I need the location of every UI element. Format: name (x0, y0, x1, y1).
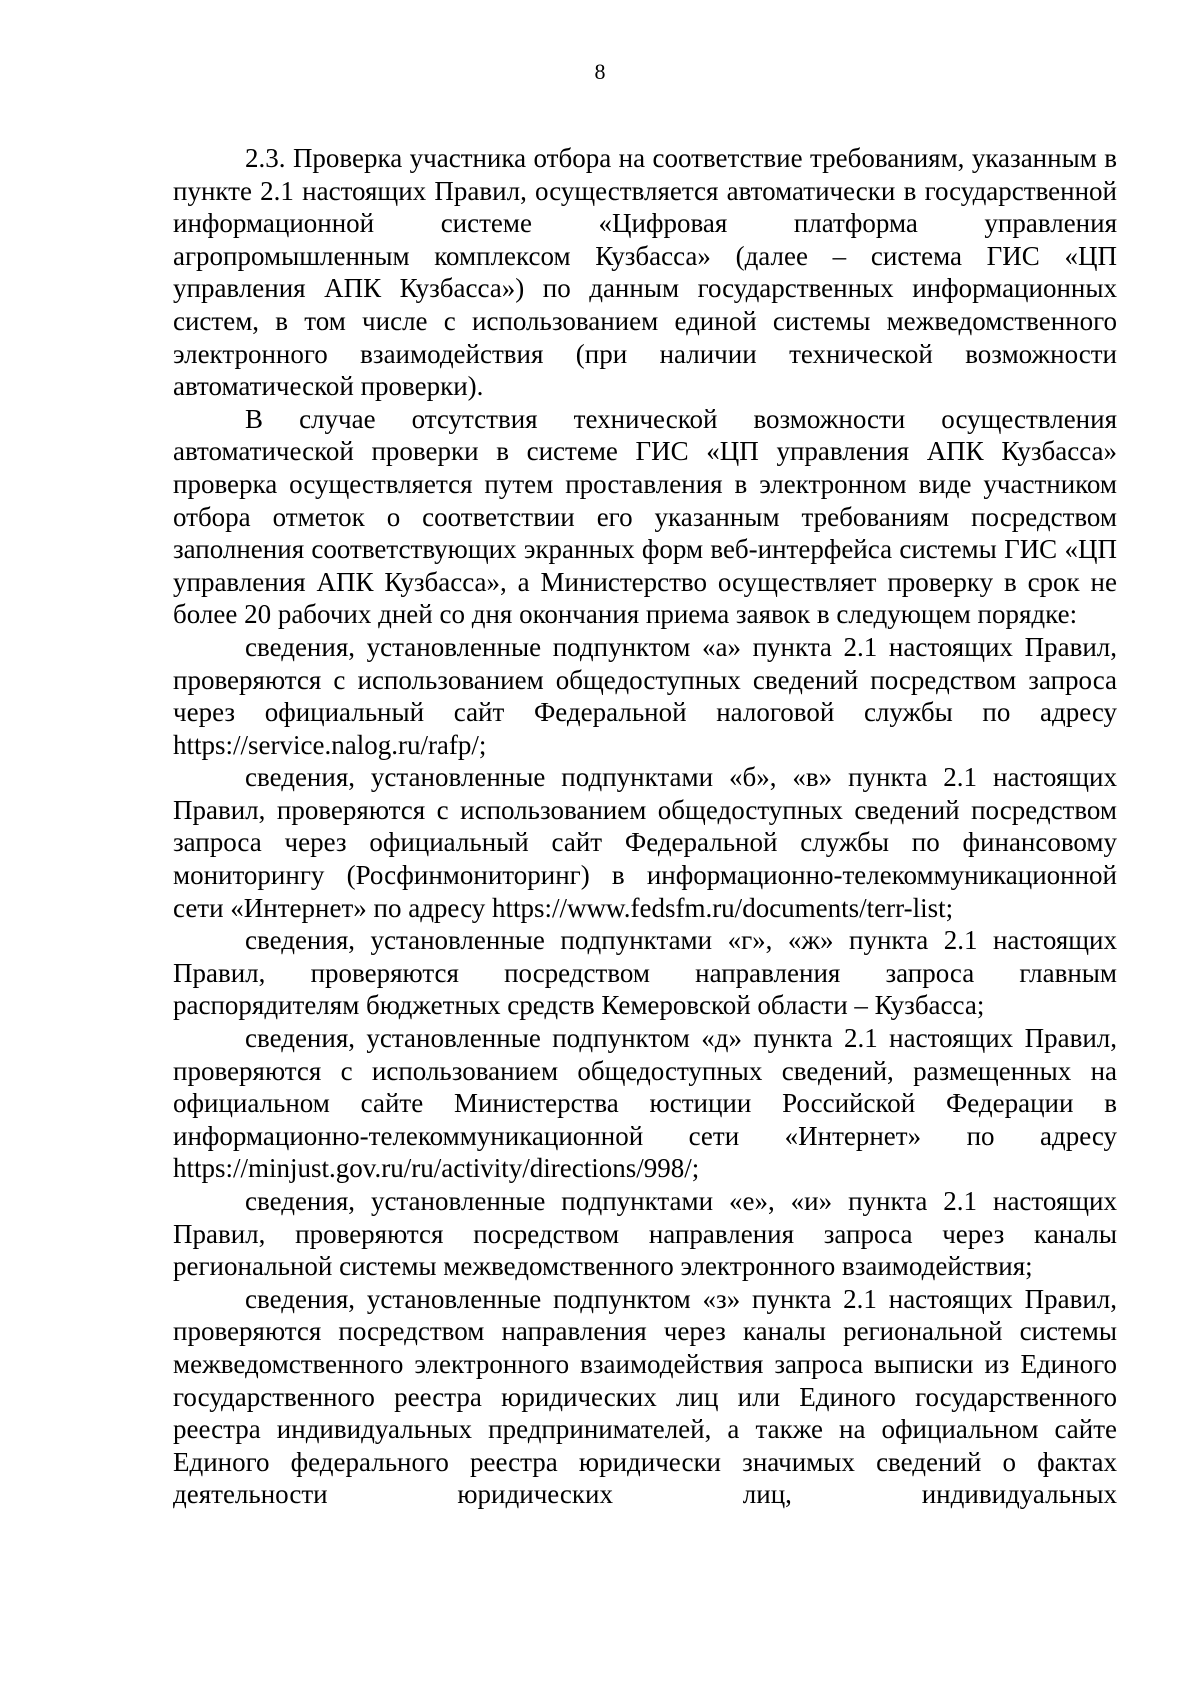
paragraph-item-e-i: сведения, установленные подпунктами «е», «и» пункта 2.1 настоящих Правил, проверяются посредством направления запроса через каналы региональной системы межведомственного электронного взаимодействия; (173, 1186, 1117, 1282)
paragraph-item-d: сведения, установленные подпунктом «д» пункта 2.1 настоящих Правил, проверяются с использованием общедоступных сведений, размещенных на официальном сайте Министерства юстиции Российской Федерации в информационно-телекоммуникационной сети «Интернет» по адресу https://minjust.gov.ru/ru/activity/directions/998/; (173, 1023, 1117, 1184)
paragraph-manual-check: В случае отсутствия технической возможности осуществления автоматической проверки в системе ГИС «ЦП управления АПК Кузбасса» проверка осуществляется путем проставления в электронном виде участником отбора отметок о соответствии его указанным требованиям посредством заполнения соответствующих экранных форм веб-интерфейса системы ГИС «ЦП управления АПК Кузбасса», а Министерство осуществляет проверку в срок не более 20 рабочих дней со дня окончания приема заявок в следующем порядке: (173, 403, 1117, 630)
paragraph-item-g-zh: сведения, установленные подпунктами «г», «ж» пункта 2.1 настоящих Правил, проверяются посредством направления запроса главным распорядителям бюджетных средств Кемеровской области – Кузбасса; (173, 925, 1117, 1021)
paragraph-item-b-v: сведения, установленные подпунктами «б», «в» пункта 2.1 настоящих Правил, проверяются с использованием общедоступных сведений посредством запроса через официальный сайт Федеральной службы по финансовому мониторингу (Росфинмониторинг) в информационно-телекоммуникационной сети «Интернет» по адресу https://www.fedsfm.ru/documents/terr-list; (173, 762, 1117, 923)
page-number: 8 (594, 59, 606, 84)
document-body (173, 142, 1117, 1511)
paragraph-2-3: 2.3. Проверка участника отбора на соответствие требованиям, указанным в пункте 2.1 настоящих Правил, осуществляется автоматически в государственной информационной системе «Цифровая платформа управления агропромышленным комплексом Кузбасса» (далее – система ГИС «ЦП управления АПК Кузбасса») по данным государственных информационных систем, в том числе с использованием единой системы межведомственного электронного взаимодействия (при наличии технической возможности автоматической проверки). (173, 143, 1117, 402)
paragraph-item-z: сведения, установленные подпунктом «з» пункта 2.1 настоящих Правил, проверяются посредством направления через каналы региональной системы межведомственного электронного взаимодействия запроса выписки из Единого государственного реестра юридических лиц или Единого государственного реестра индивидуальных предпринимателей, а также на официальном сайте Единого федерального реестра юридически значимых сведений о фактах деятельности юридических лиц, индивидуальных (173, 1283, 1117, 1510)
paragraph-item-a: сведения, установленные подпунктом «а» пункта 2.1 настоящих Правил, проверяются с использованием общедоступных сведений посредством запроса через официальный сайт Федеральной налоговой службы по адресу https://service.nalog.ru/rafp/; (173, 631, 1117, 760)
